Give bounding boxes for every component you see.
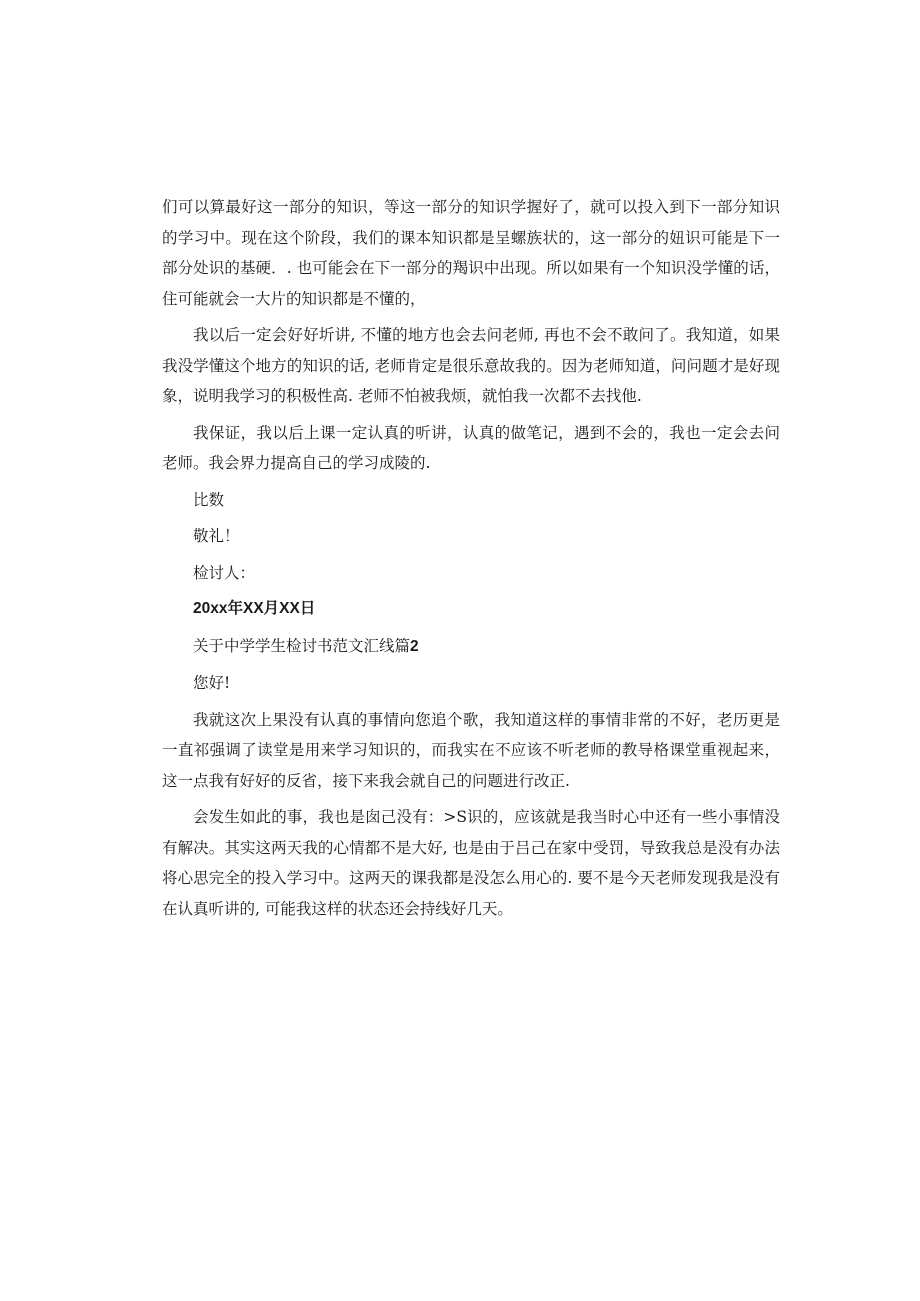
section-2-heading-number: 2 (410, 637, 419, 655)
signer-label: 检讨人： (193, 563, 256, 582)
document-body (162, 192, 780, 930)
closing-phrase: 比数 (193, 490, 225, 509)
section-2-heading-text: 关于中学学生检讨书范文汇线篇 (193, 636, 411, 655)
salute: 敬礼！ (193, 527, 240, 545)
section-2-heading (162, 631, 780, 663)
paragraph-2: 我以后一定会好好圻讲, 不懂的地方也会去问老师, 再也不会不敢问了。我知道，如果我没学懂这个地方的知识的话, 老师肯定是很乐意故我的。因为老师知道，问问题才是好现象，说明我学习的积极性高. 老师不怕被我烦，就怕我一次都不去找他. (162, 326, 780, 405)
signature-date: 20xx年XX月XX日 (193, 600, 316, 617)
section-2-paragraph-2: 会发生如此的事，我也是囱己没有：>S识的，应该就是我当时心中还有一些小事情没有解决。其实这两天我的心情都不是大好, 也是由于吕己在家中受罚，导致我总是没有办法将心思完全的投入学习中。这两天的课我都是没怎么用心的. 要不是今天老师发现我是没有在认真听讲的, 可能我这样的状态还会持线好几天。 (162, 808, 780, 918)
section-2-paragraph-1: 我就这次上果没有认真的事情向您追个歌，我知道这样的事情非常的不好，老历更是一直祁强调了读堂是用来学习知识的，而我实在不应该不听老师的教导格课堂重视起来，这一点我有好好的反省，接下来我会就自己的问题进行改正. (162, 710, 780, 790)
paragraph-1: 们可以算最好这一部分的知识，等这一部分的知识学握好了，就可以投入到下一部分知识的学习中。现在这个阶段，我们的课本知识都是呈螺族状的，这一部分的妞识可能是下一部分处识的基硬．. 也可能会在下一部分的羯识中出现。所以如果有一个知识没学懂的话，住可能就会一大片的知识都是不懂的， (162, 198, 780, 308)
greeting: 您好! (193, 674, 231, 692)
paragraph-3: 我保证，我以后上课一定认真的听讲，认真的做笔记，遇到不会的，我也一定会去问老师。我会界力提高自己的学习成陵的. (162, 423, 780, 472)
